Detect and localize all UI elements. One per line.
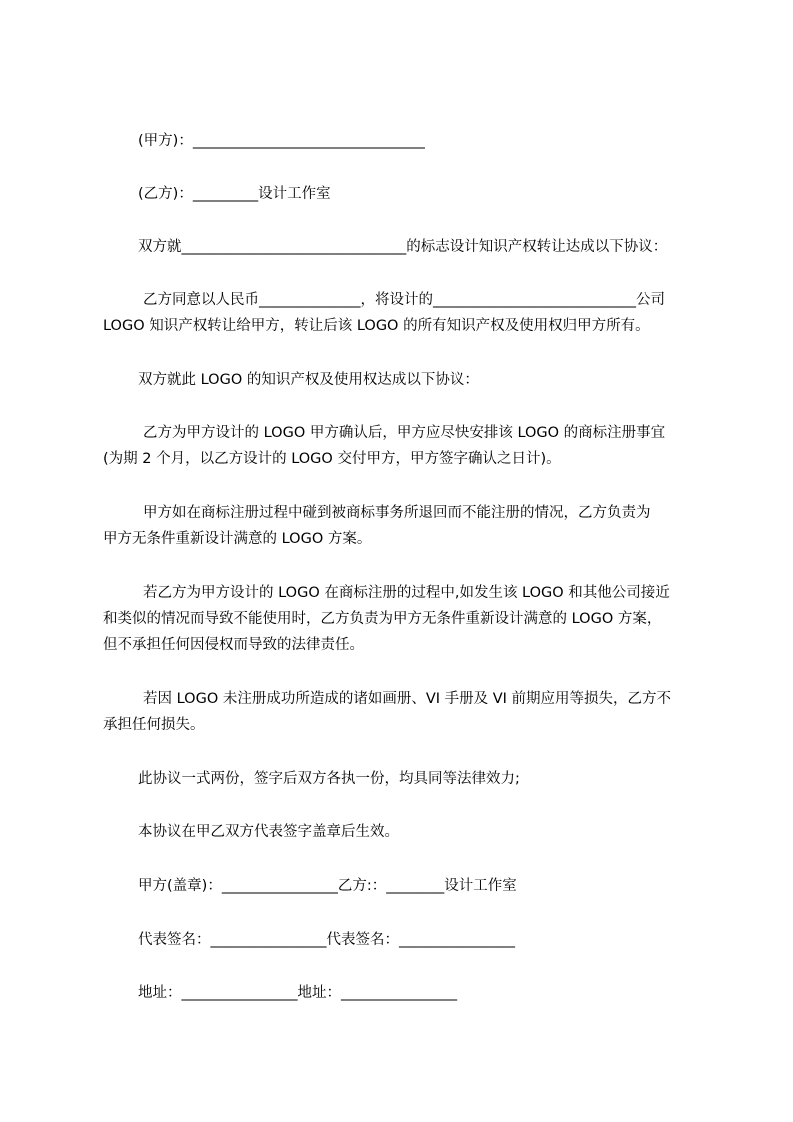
para5-line2: 和类似的情况而导致不能使用时，乙方负责为甲方无条件重新设计满意的 LOGO 方案， bbox=[103, 611, 662, 627]
intro-line bbox=[138, 237, 667, 257]
party-b-suffix: 设计工作室 bbox=[258, 186, 331, 202]
sign-party-b-suffix: 设计工作室 bbox=[444, 878, 517, 894]
para5-line1: 若乙方为甲方设计的 LOGO 在商标注册的过程中,如发生该 LOGO 和其他公司接近 bbox=[143, 585, 670, 601]
para8-line1: 本协议在甲乙双方代表签字盖章后生效。 bbox=[138, 824, 399, 840]
para1-prefix: 乙方同意以人民币 bbox=[143, 292, 259, 308]
intro-prefix: 双方就 bbox=[138, 239, 182, 255]
rep-b-blank: ________________ bbox=[399, 932, 515, 948]
party-b-blank: _________ bbox=[192, 186, 259, 202]
sign-party-a-blank: ________________ bbox=[221, 878, 338, 894]
para4-line1: 甲方如在商标注册过程中碰到被商标事务所退回而不能注册的情况，乙方负责为 bbox=[143, 505, 651, 521]
rep-a-label: 代表签名： bbox=[138, 932, 211, 948]
address-a-label: 地址： bbox=[138, 985, 182, 1001]
para2-line1: 双方就此 LOGO 的知识产权及使用权达成以下协议： bbox=[138, 372, 479, 388]
sign-party-b-blank: ________ bbox=[386, 878, 445, 894]
party-b-line bbox=[138, 184, 331, 204]
para7-line1: 此协议一式两份，签字后双方各执一份，均具同等法律效力; bbox=[138, 771, 520, 787]
signature-line bbox=[138, 876, 517, 896]
para5-line3: 但不承担任何因侵权而导致的法律责任。 bbox=[103, 637, 364, 653]
para6-line1: 若因 LOGO 未注册成功所造成的诸如画册、VI 手册及 VI 前期应用等损失，乙方不 bbox=[143, 691, 672, 707]
party-a-blank: ________________________________ bbox=[192, 133, 425, 149]
rep-b-label: 代表签名： bbox=[326, 932, 399, 948]
para3-line1: 乙方为甲方设计的 LOGO 甲方确认后，甲方应尽快安排该 LOGO 的商标注册事宜 bbox=[143, 425, 666, 441]
address-b-blank: ________________ bbox=[341, 985, 457, 1001]
para1-suffix: 公司 bbox=[636, 292, 665, 308]
address-b-label: 地址： bbox=[297, 985, 341, 1001]
sign-party-b-label: 乙方:： bbox=[337, 878, 387, 894]
para1-line1 bbox=[143, 290, 665, 310]
party-a-line bbox=[138, 131, 425, 151]
para1-blank1: ______________ bbox=[259, 292, 361, 308]
para4-line2: 甲方无条件重新设计满意的 LOGO 方案。 bbox=[103, 531, 372, 547]
party-a-label: (甲方)： bbox=[138, 133, 193, 149]
representative-line bbox=[138, 930, 515, 950]
para6-line2: 承担任何损失。 bbox=[103, 717, 205, 733]
party-b-label: (乙方)： bbox=[138, 186, 193, 202]
para1-line2: LOGO 知识产权转让给甲方，转让后该 LOGO 的所有知识产权及使用权归甲方所有。 bbox=[103, 318, 650, 334]
intro-blank: _______________________________ bbox=[181, 239, 407, 255]
intro-suffix: 的标志设计知识产权转让达成以下协议： bbox=[406, 239, 668, 255]
sign-party-a-label: 甲方(盖章)： bbox=[138, 878, 222, 894]
para1-blank2: ____________________________ bbox=[433, 292, 636, 308]
rep-a-blank: ________________ bbox=[210, 932, 327, 948]
para1-mid: ，将设计的 bbox=[360, 292, 433, 308]
address-line bbox=[138, 983, 457, 1003]
para3-line2: (为期 2 个月，以乙方设计的 LOGO 交付甲方，甲方签字确认之日计)。 bbox=[103, 451, 561, 467]
address-a-blank: ________________ bbox=[181, 985, 298, 1001]
